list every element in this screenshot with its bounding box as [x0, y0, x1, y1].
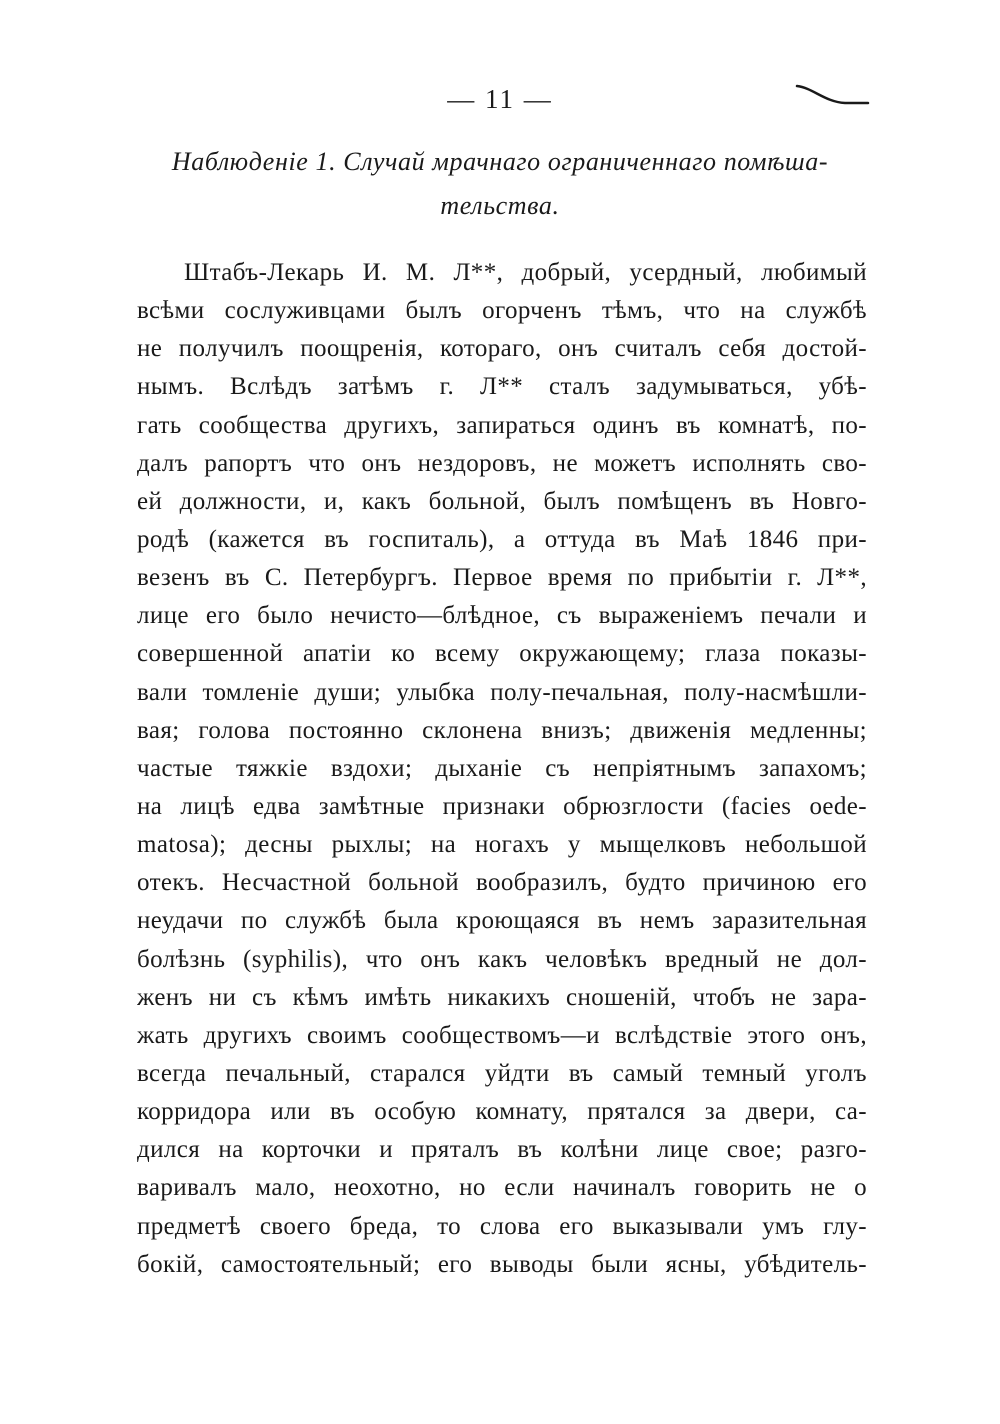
heading-line-2: тельства. [440, 191, 560, 220]
text-line: дился на корточки и пряталъ въ колѣни лице свое; разго- [137, 1136, 867, 1164]
text-line: на лицѣ едва замѣтные признаки обрюзглости (facies oede- [137, 792, 867, 820]
text-line: варивалъ мало, неохотно, но если начиналъ говорить не о [137, 1174, 867, 1202]
text-line: частые тяжкіе вздохи; дыханіе съ непріятнымъ запахомъ; [137, 754, 867, 782]
body-paragraph [137, 254, 867, 1284]
text-line: предметѣ своего бреда, то слова его выказывали умъ глу- [137, 1212, 867, 1240]
text-line: везенъ въ С. Петербургъ. Первое время по прибытіи г. Л**, [137, 564, 867, 592]
text-line: лице его было нечисто—блѣдное, съ выраженіемъ печали и [137, 602, 867, 630]
text-line: далъ рапортъ что онъ нездоровъ, не можетъ исполнять сво- [137, 449, 867, 477]
heading-line-1: Наблюденіе 1. Случай мрачнаго ограниченнаго помѣша- [171, 147, 829, 176]
page-number: — 11 — [447, 84, 553, 114]
text-line: совершенной апатіи ко всему окружающему; глаза показы- [137, 640, 867, 668]
text-line: не получилъ поощренія, котораго, онъ считалъ себя достой- [137, 335, 867, 363]
text-line: нымъ. Вслѣдъ затѣмъ г. Л** сталъ задумываться, убѣ- [137, 373, 867, 401]
text-line: неудачи по службѣ была кроющаяся въ немъ заразительная [137, 907, 867, 935]
text-line: жать другихъ своимъ сообществомъ—и вслѣдствіе этого онъ, [137, 1021, 867, 1049]
text-line: болѣзнь (syphilis), что онъ какъ человѣкъ вредный не дол- [137, 945, 867, 973]
text-line: ей должности, и, какъ больной, былъ помѣщенъ въ Новго- [137, 487, 867, 515]
text-line: matosa); десны рыхлы; на ногахъ у мыщелковъ небольшой [137, 831, 867, 859]
observation-heading [130, 140, 870, 228]
text-line: бокій, самостоятельный; его выводы были ясны, убѣдитель- [137, 1250, 867, 1278]
text-line: всегда печальный, старался уйдти въ самый темный уголъ [137, 1059, 867, 1087]
text-line: корридора или въ особую комнату, прятался за двери, са- [137, 1098, 867, 1126]
ink-stroke-mark [795, 82, 870, 108]
text-line: гать сообщества другихъ, запираться одинъ въ комнатѣ, по- [137, 411, 867, 439]
text-line: родѣ (кажется въ госпиталь), а оттуда въ Маѣ 1846 при- [137, 525, 867, 553]
text-line: Штабъ-Лекарь И. М. Л**, добрый, усердный, любимый [184, 259, 867, 286]
text-line: всѣми сослуживцами былъ огорченъ тѣмъ, что на службѣ [137, 297, 867, 325]
text-line: вали томленіе души; улыбка полу-печальная, полу-насмѣшли- [137, 678, 867, 706]
text-line: отекъ. Несчастной больной вообразилъ, будто причиною его [137, 869, 867, 897]
text-line: вая; голова постоянно склонена внизъ; движенія медленны; [137, 716, 867, 744]
text-line: женъ ни съ кѣмъ имѣть никакихъ сношеній, чтобъ не зара- [137, 983, 867, 1011]
